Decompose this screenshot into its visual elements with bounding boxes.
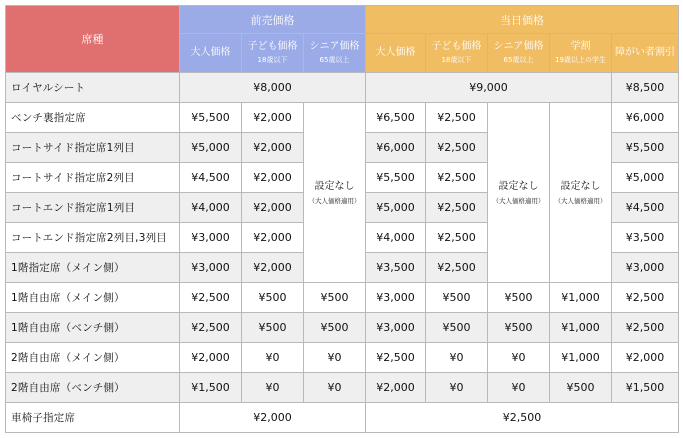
seat-name: コートサイド指定席2列目	[6, 163, 180, 193]
sameday-adult-price: ¥6,000	[366, 133, 426, 163]
presale-child-price: ¥2,000	[242, 223, 304, 253]
disabled-price: ¥3,000	[612, 253, 679, 283]
sameday-adult-price: ¥5,000	[366, 193, 426, 223]
sameday-senior-header: シニア価格 65歳以上	[488, 34, 550, 73]
presale-adult-price: ¥2,500	[180, 313, 242, 343]
presale-adult-price: ¥5,500	[180, 103, 242, 133]
presale-header: 前売価格	[180, 6, 366, 34]
sameday-student-not-set: 設定なし （大人価格適用）	[550, 103, 612, 283]
sameday-student-price: ¥500	[550, 373, 612, 403]
sameday-adult-price: ¥2,000	[366, 373, 426, 403]
disabled-price: ¥3,500	[612, 223, 679, 253]
disabled-price: ¥4,500	[612, 193, 679, 223]
sameday-child-header: 子ども価格 18歳以下	[426, 34, 488, 73]
sameday-disabled-header: 障がい者割引	[612, 34, 679, 73]
sameday-adult-price: ¥4,000	[366, 223, 426, 253]
presale-child-price: ¥500	[242, 313, 304, 343]
presale-adult-price: ¥3,000	[180, 223, 242, 253]
presale-adult-price: ¥5,000	[180, 133, 242, 163]
seat-name: 1階自由席（メイン側）	[6, 283, 180, 313]
sameday-student-price: ¥1,000	[550, 283, 612, 313]
presale-child-price: ¥500	[242, 283, 304, 313]
table-row	[6, 373, 679, 403]
presale-adult-header: 大人価格	[180, 34, 242, 73]
seat-name: 2階自由席（ベンチ側）	[6, 373, 180, 403]
sameday-adult-price: ¥5,500	[366, 163, 426, 193]
sameday-senior-not-set: 設定なし （大人価格適用）	[488, 103, 550, 283]
presale-child-price: ¥2,000	[242, 103, 304, 133]
disabled-price: ¥6,000	[612, 103, 679, 133]
presale-senior-price: ¥500	[304, 313, 366, 343]
seat-name: コートエンド指定席1列目	[6, 193, 180, 223]
sameday-senior-price: ¥0	[488, 343, 550, 373]
seat-name: ベンチ裏指定席	[6, 103, 180, 133]
presale-child-price: ¥0	[242, 343, 304, 373]
table-row	[6, 73, 679, 103]
disabled-price: ¥5,000	[612, 163, 679, 193]
disabled-price: ¥2,500	[612, 313, 679, 343]
presale-price: ¥2,000	[180, 403, 366, 433]
disabled-price: ¥5,500	[612, 133, 679, 163]
sameday-senior-price: ¥500	[488, 283, 550, 313]
presale-senior-header: シニア価格 65歳以上	[304, 34, 366, 73]
presale-adult-price: ¥3,000	[180, 253, 242, 283]
sameday-student-header: 学割 19歳以上の学生	[550, 34, 612, 73]
sameday-student-price: ¥1,000	[550, 313, 612, 343]
presale-senior-price: ¥500	[304, 283, 366, 313]
sameday-child-price: ¥2,500	[426, 133, 488, 163]
sameday-price: ¥2,500	[366, 403, 679, 433]
presale-price: ¥8,000	[180, 73, 366, 103]
sameday-child-price: ¥2,500	[426, 253, 488, 283]
sameday-child-price: ¥0	[426, 343, 488, 373]
presale-adult-price: ¥4,000	[180, 193, 242, 223]
sameday-child-price: ¥2,500	[426, 223, 488, 253]
disabled-price: ¥2,000	[612, 343, 679, 373]
sameday-adult-price: ¥3,000	[366, 283, 426, 313]
seat-name: コートサイド指定席1列目	[6, 133, 180, 163]
sameday-child-price: ¥500	[426, 313, 488, 343]
presale-child-header: 子ども価格 18歳以下	[242, 34, 304, 73]
presale-child-price: ¥2,000	[242, 133, 304, 163]
sameday-adult-header: 大人価格	[366, 34, 426, 73]
presale-child-price: ¥0	[242, 373, 304, 403]
sameday-senior-price: ¥0	[488, 373, 550, 403]
table-row	[6, 283, 679, 313]
seat-name: コートエンド指定席2列目,3列目	[6, 223, 180, 253]
disabled-price: ¥2,500	[612, 283, 679, 313]
presale-child-price: ¥2,000	[242, 253, 304, 283]
seat-name: ロイヤルシート	[6, 73, 180, 103]
price-table	[5, 5, 679, 433]
sameday-child-price: ¥2,500	[426, 163, 488, 193]
seat-name: 1階自由席（ベンチ側）	[6, 313, 180, 343]
presale-adult-price: ¥2,500	[180, 283, 242, 313]
presale-child-price: ¥2,000	[242, 163, 304, 193]
seat-name: 車椅子指定席	[6, 403, 180, 433]
sameday-adult-price: ¥6,500	[366, 103, 426, 133]
sameday-child-price: ¥2,500	[426, 193, 488, 223]
sameday-student-price: ¥1,000	[550, 343, 612, 373]
table-row	[6, 103, 679, 133]
presale-senior-not-set: 設定なし （大人価格適用）	[304, 103, 366, 283]
sameday-child-price: ¥2,500	[426, 103, 488, 133]
presale-adult-price: ¥1,500	[180, 373, 242, 403]
sameday-adult-price: ¥3,000	[366, 313, 426, 343]
presale-adult-price: ¥4,500	[180, 163, 242, 193]
disabled-price: ¥1,500	[612, 373, 679, 403]
sameday-adult-price: ¥3,500	[366, 253, 426, 283]
presale-adult-price: ¥2,000	[180, 343, 242, 373]
table-row	[6, 403, 679, 433]
presale-child-price: ¥2,000	[242, 193, 304, 223]
seat-type-header: 席種	[6, 6, 180, 73]
sameday-senior-price: ¥500	[488, 313, 550, 343]
sameday-child-price: ¥0	[426, 373, 488, 403]
sameday-child-price: ¥500	[426, 283, 488, 313]
sameday-adult-price: ¥2,500	[366, 343, 426, 373]
table-row	[6, 343, 679, 373]
table-row	[6, 313, 679, 343]
disabled-price: ¥8,500	[612, 73, 679, 103]
sameday-header: 当日価格	[366, 6, 679, 34]
presale-senior-price: ¥0	[304, 373, 366, 403]
seat-name: 1階指定席（メイン側）	[6, 253, 180, 283]
header-row-1	[6, 6, 679, 34]
presale-senior-price: ¥0	[304, 343, 366, 373]
seat-name: 2階自由席（メイン側）	[6, 343, 180, 373]
sameday-price: ¥9,000	[366, 73, 612, 103]
